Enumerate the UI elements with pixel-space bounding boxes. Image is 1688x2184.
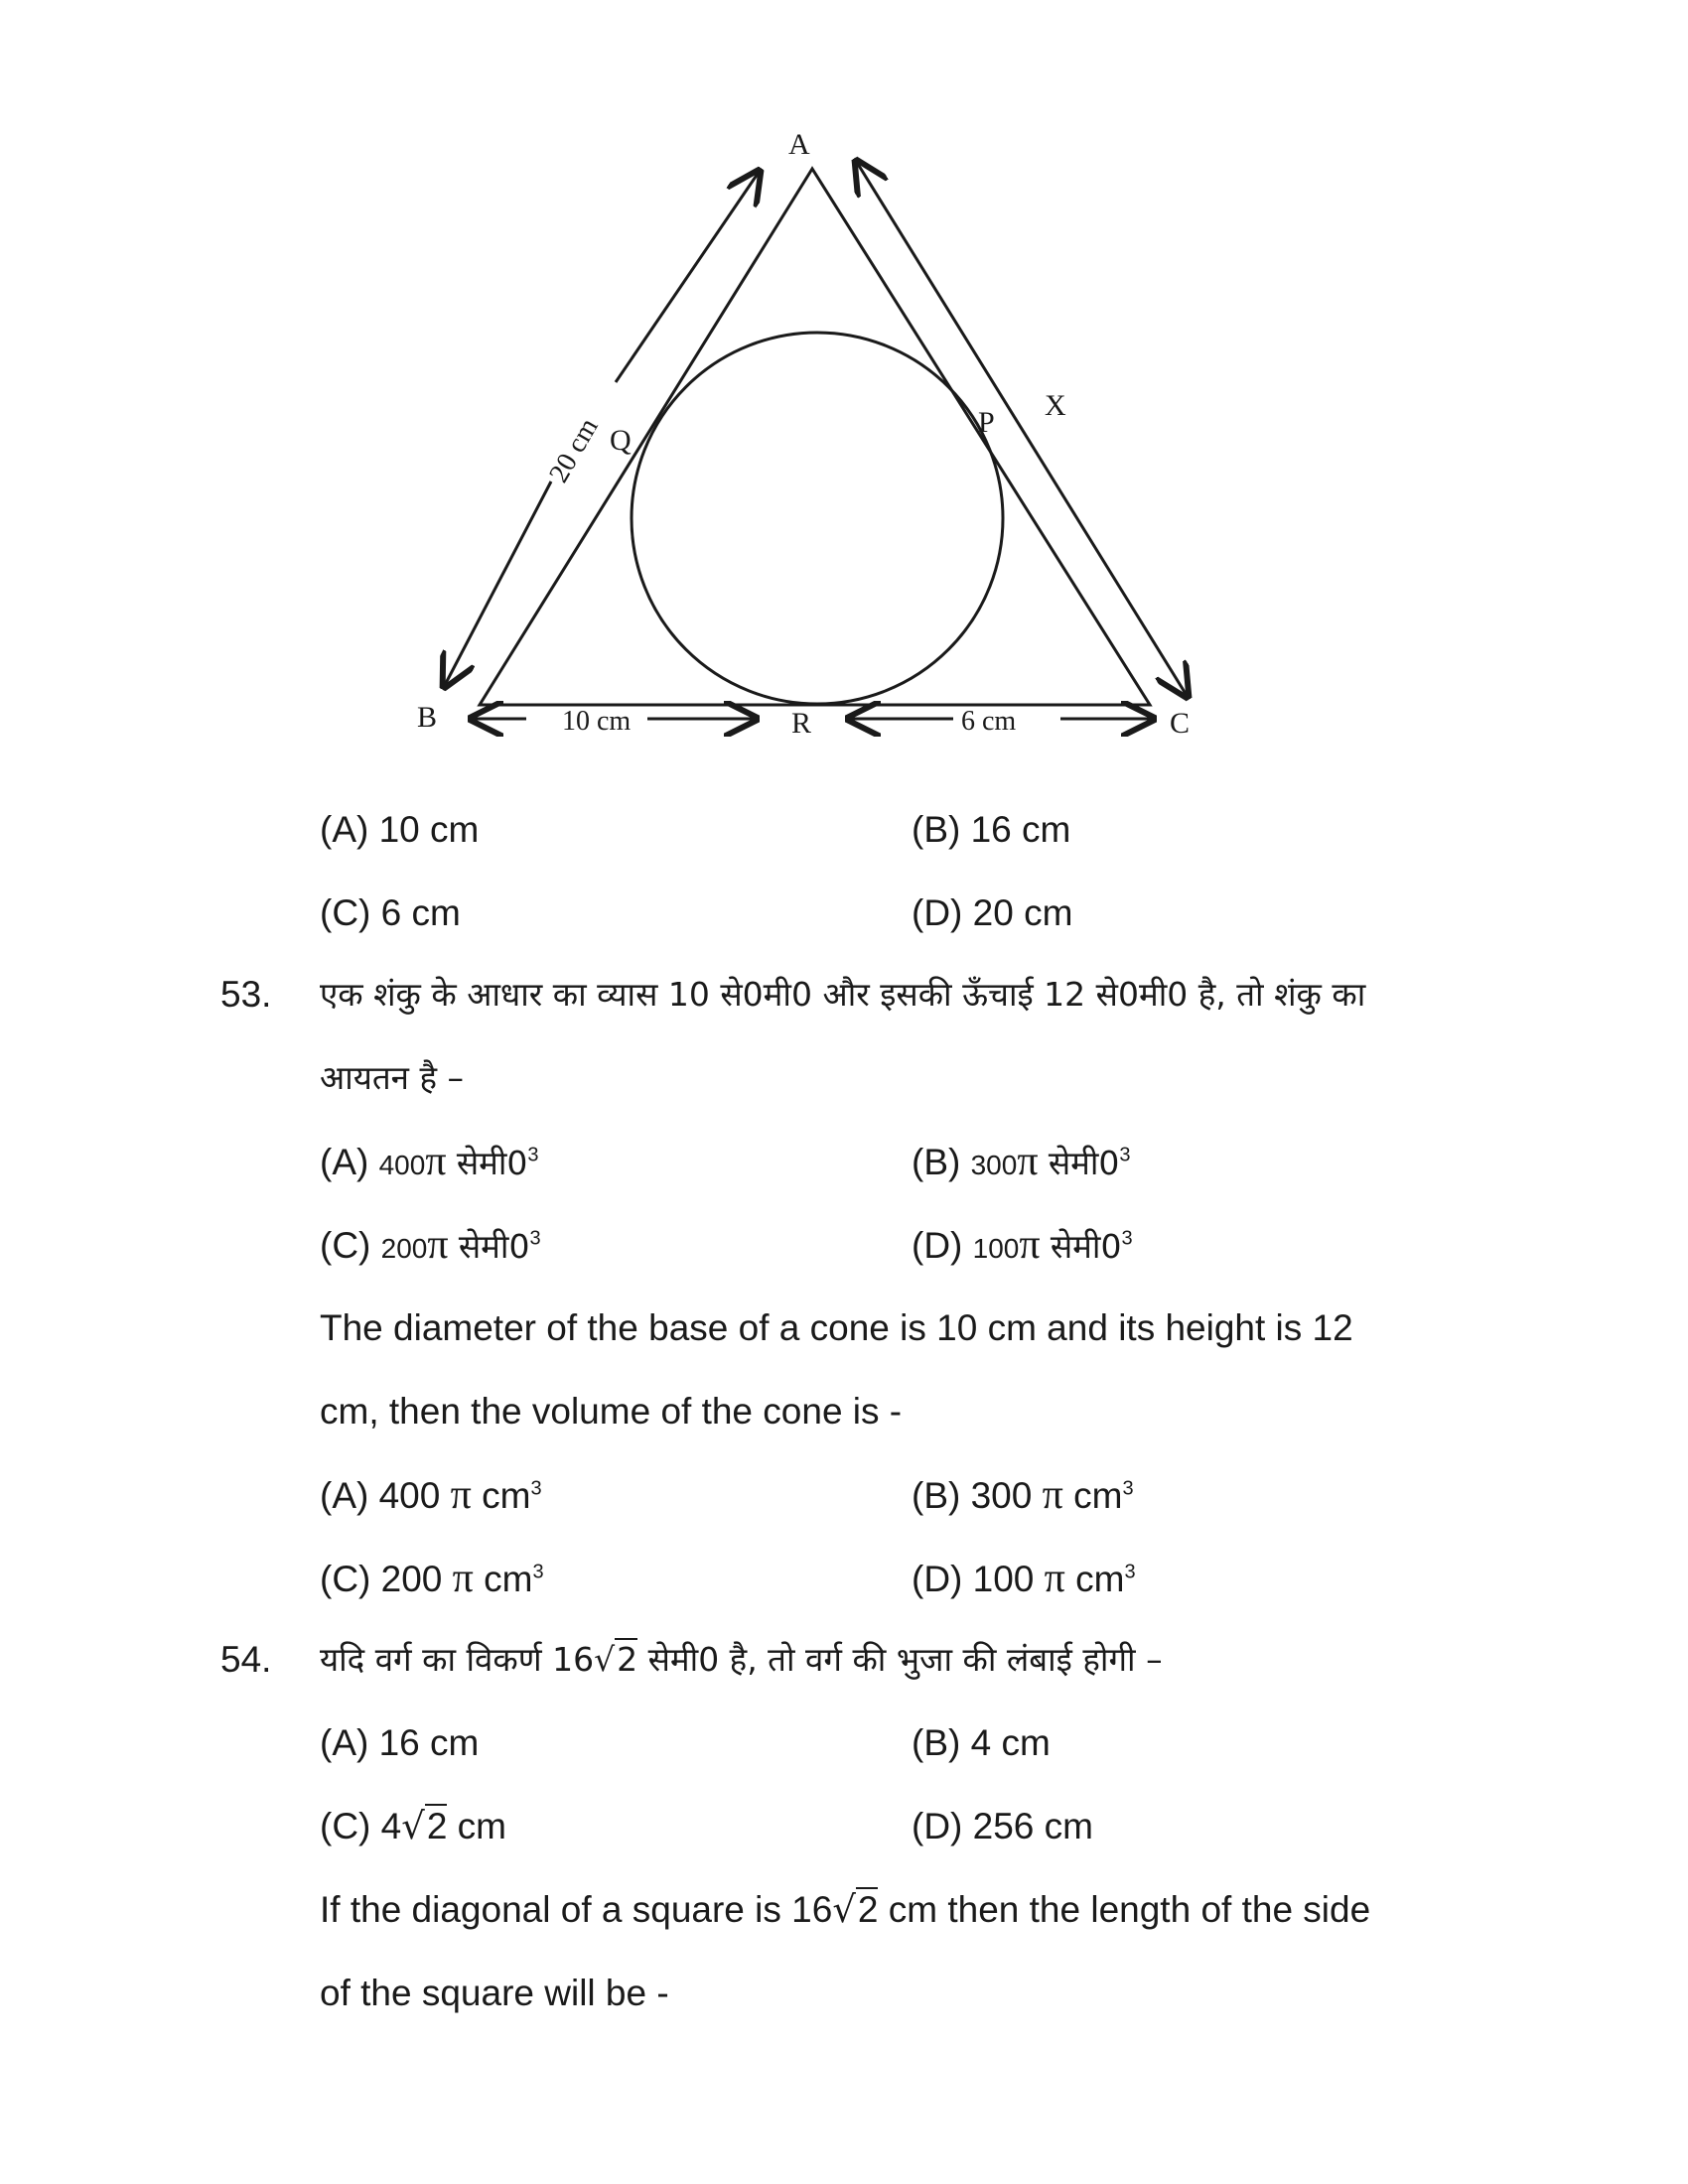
sqrt-icon: √: [832, 1888, 856, 1931]
label-p: P: [978, 406, 995, 439]
incircle: [632, 333, 1003, 704]
label-x: X: [1045, 389, 1066, 422]
q53-english-option-d[interactable]: [912, 1555, 1136, 1603]
option-value: 400: [378, 1150, 426, 1180]
radicand: 2: [426, 1806, 448, 1846]
q54-option-d[interactable]: (D) 256 cm: [912, 1806, 1093, 1846]
label-a: A: [788, 128, 810, 161]
q54-number: 54.: [220, 1639, 272, 1680]
pi-symbol: π: [425, 1139, 447, 1184]
option-exponent: 3: [1119, 1144, 1131, 1166]
q53-number: 53.: [220, 974, 272, 1015]
option-text-post: cm: [447, 1806, 506, 1846]
option-text-pre: (C) 4: [320, 1806, 402, 1846]
q53-hindi-line1: एक शंकु के आधार का व्यास 10 से0मी0 और इसकी ऊँचाई 12 से0मी0 है, तो शंकु का: [320, 975, 1366, 1014]
ac-arrow: [856, 161, 1188, 697]
option-unit: cm: [482, 1475, 531, 1516]
pi-symbol: π: [1042, 1472, 1063, 1518]
pi-symbol: π: [1019, 1222, 1041, 1268]
question-text-pre: यदि वर्ग का विकर्ण 16: [320, 1640, 595, 1679]
label-c: C: [1170, 707, 1191, 740]
sqrt-icon: √: [594, 1640, 616, 1679]
q53-hindi-option-c[interactable]: [320, 1221, 541, 1273]
q52-option-a[interactable]: (A) 10 cm: [320, 809, 480, 850]
q54-english-line2: of the square will be -: [320, 1973, 669, 2013]
option-exponent: 3: [1121, 1227, 1133, 1250]
option-exponent: 3: [532, 1561, 544, 1583]
q53-hindi-option-b[interactable]: [912, 1138, 1131, 1189]
option-exponent: 3: [530, 1477, 542, 1500]
triangle-incircle-figure: [0, 0, 1688, 774]
length-rc: 6 cm: [961, 706, 1017, 737]
option-text: (C) 200: [320, 1559, 443, 1599]
q54-option-c[interactable]: [320, 1803, 506, 1850]
length-ab: 20 cm: [543, 413, 605, 488]
q54-hindi-question: [320, 1636, 1163, 1684]
option-value: 200: [380, 1233, 428, 1264]
q53-english-line2: cm, then the volume of the cone is -: [320, 1391, 903, 1432]
option-exponent: 3: [527, 1144, 539, 1166]
option-text: (A) 400: [320, 1475, 441, 1516]
pi-symbol: π: [1044, 1556, 1065, 1601]
q53-english-option-a[interactable]: [320, 1471, 542, 1520]
q54-option-b[interactable]: (B) 4 cm: [912, 1722, 1051, 1763]
option-exponent: 3: [529, 1227, 541, 1250]
option-label: (C): [320, 1225, 371, 1266]
question-text-post: सेमी0 है, तो वर्ग की भुजा की लंबाई होगी –: [637, 1640, 1163, 1679]
q53-english-option-c[interactable]: [320, 1555, 544, 1603]
option-unit: cm: [484, 1559, 533, 1599]
label-r: R: [791, 707, 812, 740]
label-b: B: [417, 701, 438, 734]
q54-english-line1: [320, 1886, 1370, 1934]
q52-option-d[interactable]: (D) 20 cm: [912, 892, 1073, 933]
q52-option-b[interactable]: (B) 16 cm: [912, 809, 1071, 850]
q54-option-a[interactable]: (A) 16 cm: [320, 1722, 480, 1763]
radicand: 2: [857, 1889, 879, 1930]
option-value: 300: [970, 1150, 1018, 1180]
option-text: (D) 100: [912, 1559, 1035, 1599]
option-unit: सेमी0: [1050, 1227, 1122, 1266]
q53-hindi-option-a[interactable]: [320, 1138, 539, 1189]
option-unit: cm: [1073, 1475, 1123, 1516]
pi-symbol: π: [452, 1556, 474, 1601]
ab-arrow-lower: [444, 481, 551, 687]
pi-symbol: π: [1017, 1139, 1039, 1184]
option-unit: सेमी0: [456, 1144, 528, 1182]
label-q: Q: [610, 424, 632, 457]
q53-english-line1: The diameter of the base of a cone is 10 cm and its height is 12: [320, 1307, 1353, 1348]
option-label: (A): [320, 1142, 369, 1182]
option-unit: cm: [1075, 1559, 1125, 1599]
question-text-pre: If the diagonal of a square is 16: [320, 1889, 833, 1930]
option-unit: सेमी0: [1048, 1144, 1120, 1182]
option-exponent: 3: [1124, 1561, 1136, 1583]
radicand: 2: [617, 1640, 638, 1679]
option-unit: सेमी0: [458, 1227, 530, 1266]
question-text-post: cm then the length of the side: [878, 1889, 1371, 1930]
option-exponent: 3: [1122, 1477, 1134, 1500]
q52-option-c[interactable]: (C) 6 cm: [320, 892, 461, 933]
option-text: (B) 300: [912, 1475, 1033, 1516]
sqrt-icon: √: [401, 1805, 425, 1847]
option-value: 100: [972, 1233, 1020, 1264]
length-br: 10 cm: [562, 706, 632, 737]
q53-hindi-option-d[interactable]: [912, 1221, 1133, 1273]
option-label: (B): [912, 1142, 961, 1182]
q53-hindi-line2: आयतन है –: [320, 1058, 464, 1097]
pi-symbol: π: [450, 1472, 472, 1518]
q53-english-option-b[interactable]: [912, 1471, 1134, 1520]
option-label: (D): [912, 1225, 963, 1266]
pi-symbol: π: [427, 1222, 449, 1268]
